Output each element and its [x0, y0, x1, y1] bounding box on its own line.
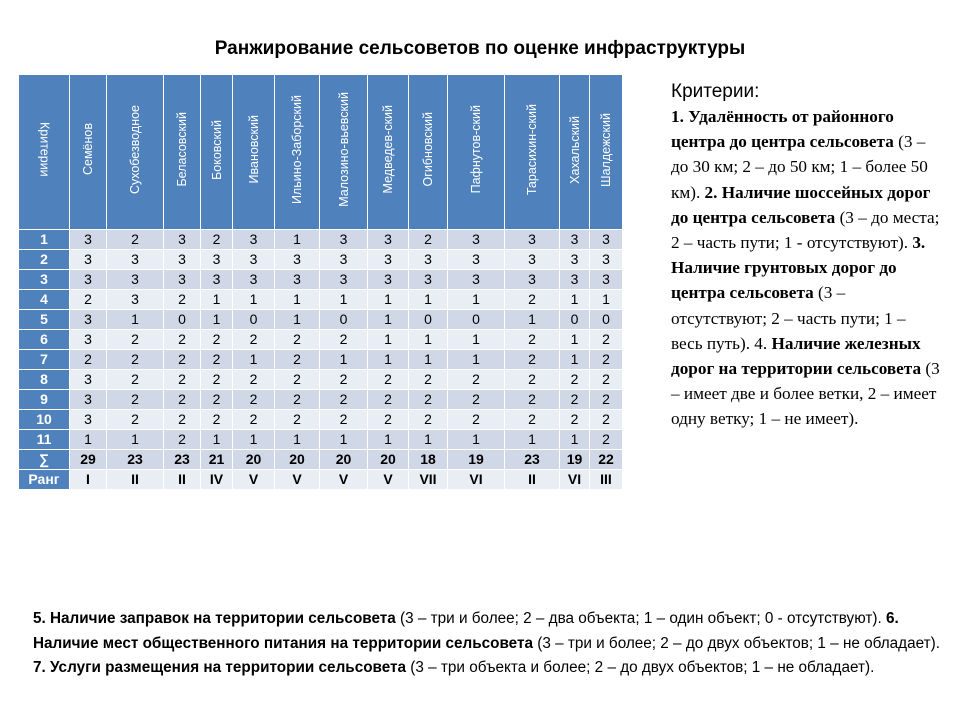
table-cell: 1 — [320, 430, 368, 450]
table-cell: 20 — [368, 450, 409, 470]
table-row — [19, 350, 623, 370]
column-header — [70, 75, 107, 230]
table-cell: 3 — [409, 270, 448, 290]
table-cell: 1 — [448, 330, 505, 350]
table-cell: 1 — [201, 290, 233, 310]
table-cell: 0 — [233, 310, 275, 330]
table-cell: 2 — [368, 370, 409, 390]
table-cell: 3 — [70, 250, 107, 270]
row-label: 10 — [19, 410, 70, 430]
table-row — [19, 370, 623, 390]
table-cell: 3 — [107, 270, 164, 290]
table-cell: VII — [409, 470, 448, 490]
table-cell: 2 — [107, 230, 164, 250]
table-cell: 2 — [107, 370, 164, 390]
column-header — [164, 75, 201, 230]
table-cell: 1 — [448, 290, 505, 310]
table-row — [19, 450, 623, 470]
table-cell: 3 — [275, 270, 320, 290]
column-header — [560, 75, 590, 230]
table-cell: 20 — [233, 450, 275, 470]
table-row — [19, 470, 623, 490]
table-cell: 23 — [164, 450, 201, 470]
row-label: ∑ — [19, 450, 70, 470]
table-cell: 3 — [107, 250, 164, 270]
table-cell: V — [275, 470, 320, 490]
table-cell: II — [505, 470, 560, 490]
column-header — [505, 75, 560, 230]
table-cell: 1 — [107, 430, 164, 450]
table-cell: 1 — [368, 350, 409, 370]
criterion-title: 3. Наличие грунтовых дорог до центра сельсовета — [671, 233, 926, 303]
table-cell: 1 — [560, 330, 590, 350]
table-cell: 2 — [590, 330, 623, 350]
table-cell: 3 — [448, 230, 505, 250]
table-cell: 2 — [275, 410, 320, 430]
table-cell: 3 — [320, 230, 368, 250]
table-cell: 23 — [107, 450, 164, 470]
table-cell: 1 — [368, 290, 409, 310]
table-cell: 3 — [560, 230, 590, 250]
column-header-label: Ивановский — [246, 115, 261, 184]
table-cell: 2 — [275, 370, 320, 390]
table-cell: I — [70, 470, 107, 490]
criterion-description: (3 – до места; 2 – часть пути; 1 - отсутствуют). — [671, 207, 940, 253]
table-cell: V — [368, 470, 409, 490]
ranking-table — [18, 74, 623, 490]
table-cell: 3 — [560, 250, 590, 270]
table-cell: 2 — [320, 370, 368, 390]
row-label: Ранг — [19, 470, 70, 490]
table-cell: 1 — [560, 350, 590, 370]
row-label: 5 — [19, 310, 70, 330]
column-header — [448, 75, 505, 230]
table-row — [19, 250, 623, 270]
table-cell: 29 — [70, 450, 107, 470]
table-cell: 2 — [107, 390, 164, 410]
criterion-description: (3 – три и более; 2 – два объекта; 1 – один объект; 0 - отсутствуют). — [395, 610, 886, 627]
table-cell: 2 — [164, 390, 201, 410]
table-cell: 22 — [590, 450, 623, 470]
table-row — [19, 270, 623, 290]
table-cell: 19 — [560, 450, 590, 470]
table-cell: 1 — [368, 310, 409, 330]
table-cell: 1 — [560, 290, 590, 310]
table-cell: 2 — [448, 410, 505, 430]
table-cell: 2 — [505, 290, 560, 310]
column-header — [233, 75, 275, 230]
table-cell: 2 — [164, 290, 201, 310]
table-cell: 2 — [590, 410, 623, 430]
table-cell: 2 — [70, 350, 107, 370]
table-cell: 2 — [201, 390, 233, 410]
table-header-row — [19, 75, 623, 230]
table-cell: V — [320, 470, 368, 490]
table-cell: 0 — [560, 310, 590, 330]
table-cell: 2 — [164, 330, 201, 350]
criteria-text — [671, 107, 940, 428]
table-cell: 3 — [368, 230, 409, 250]
criteria-column-header — [19, 75, 70, 230]
column-header-label: Тарасихин-ский — [525, 103, 539, 196]
table-cell: 1 — [505, 310, 560, 330]
table-cell: 3 — [70, 370, 107, 390]
table-cell: 2 — [505, 410, 560, 430]
column-header — [107, 75, 164, 230]
table-cell: 2 — [233, 330, 275, 350]
criteria-column-label: Критерии — [37, 122, 52, 177]
table-cell: 1 — [320, 350, 368, 370]
table-cell: 2 — [505, 350, 560, 370]
table-cell: IV — [201, 470, 233, 490]
table-cell: 0 — [409, 310, 448, 330]
table-cell: 3 — [201, 270, 233, 290]
table-cell: 2 — [560, 390, 590, 410]
row-label: 8 — [19, 370, 70, 390]
table-cell: 2 — [233, 390, 275, 410]
column-header-label: Семёнов — [81, 123, 95, 176]
table-cell: 3 — [70, 270, 107, 290]
column-header-label: Хахальский — [567, 115, 582, 184]
table-cell: 2 — [233, 410, 275, 430]
criterion-description: (3 – до 30 км; 2 – до 50 км; 1 – более 50 км). — [671, 132, 928, 202]
row-label: 4 — [19, 290, 70, 310]
table-cell: 1 — [590, 290, 623, 310]
table-cell: 2 — [164, 370, 201, 390]
table-row — [19, 410, 623, 430]
table-row — [19, 330, 623, 350]
table-cell: 2 — [409, 230, 448, 250]
criterion-title: 7. Услуги размещения на территории сельсовета — [33, 659, 407, 676]
row-label: 11 — [19, 430, 70, 450]
table-cell: V — [233, 470, 275, 490]
table-cell: 2 — [164, 410, 201, 430]
table-cell: 2 — [107, 410, 164, 430]
row-label: 1 — [19, 230, 70, 250]
column-header — [590, 75, 623, 230]
table-cell: 3 — [590, 230, 623, 250]
table-cell: 1 — [275, 290, 320, 310]
table-cell: 20 — [275, 450, 320, 470]
column-header-label: Шалдежский — [599, 112, 613, 187]
criterion-title: 6. Наличие мест общественного питания на территории сельсовета — [33, 610, 899, 652]
table-cell: 2 — [320, 390, 368, 410]
table-cell: 2 — [505, 330, 560, 350]
table-cell: 1 — [275, 230, 320, 250]
table-cell: 3 — [164, 230, 201, 250]
table-cell: 3 — [70, 330, 107, 350]
table-cell: 2 — [505, 390, 560, 410]
criterion-title: 5. Наличие заправок на территории сельсовета — [33, 610, 396, 627]
table-cell: 2 — [590, 430, 623, 450]
column-header-label: Боковский — [209, 119, 224, 180]
table-cell: 1 — [448, 430, 505, 450]
column-header — [368, 75, 409, 230]
table-cell: VI — [560, 470, 590, 490]
table-cell: 3 — [233, 250, 275, 270]
page-title: Ранжирование сельсоветов по оценке инфраструктуры — [214, 38, 746, 59]
table-cell: 2 — [164, 350, 201, 370]
table-cell: 3 — [560, 270, 590, 290]
table-cell: 2 — [107, 350, 164, 370]
table-cell: 2 — [409, 370, 448, 390]
table-cell: 2 — [448, 370, 505, 390]
table-cell: 3 — [70, 390, 107, 410]
table-cell: 2 — [448, 390, 505, 410]
table-cell: 2 — [201, 410, 233, 430]
table-cell: 3 — [164, 270, 201, 290]
row-label: 3 — [19, 270, 70, 290]
table-cell: 3 — [70, 230, 107, 250]
row-label: 6 — [19, 330, 70, 350]
table-row — [19, 390, 623, 410]
table-cell: 2 — [409, 390, 448, 410]
table-cell: VI — [448, 470, 505, 490]
table-cell: 0 — [320, 310, 368, 330]
table-cell: 0 — [590, 310, 623, 330]
table-cell: 1 — [275, 430, 320, 450]
column-header-label: Малозино-вьевский — [336, 92, 351, 207]
table-cell: 3 — [201, 250, 233, 270]
table-cell: 3 — [164, 250, 201, 270]
table-cell: III — [590, 470, 623, 490]
table-cell: II — [164, 470, 201, 490]
table-cell: 1 — [409, 350, 448, 370]
table-cell: 2 — [275, 390, 320, 410]
table-cell: 2 — [164, 430, 201, 450]
table-cell: 2 — [107, 330, 164, 350]
table-cell: 1 — [409, 330, 448, 350]
row-label: 9 — [19, 390, 70, 410]
table-cell: 3 — [233, 230, 275, 250]
table-cell: 3 — [368, 270, 409, 290]
column-header-label: Беласовский — [175, 112, 189, 187]
table-cell: 1 — [275, 310, 320, 330]
criterion-title: 2. Наличие шоссейных дорог до центра сельсовета — [671, 182, 931, 227]
row-label: 2 — [19, 250, 70, 270]
table-cell: 1 — [448, 350, 505, 370]
table-cell: 3 — [505, 230, 560, 250]
table-cell: 1 — [560, 430, 590, 450]
column-header — [320, 75, 368, 230]
table-cell: 1 — [107, 310, 164, 330]
table-cell: 3 — [275, 250, 320, 270]
table-cell: 3 — [70, 310, 107, 330]
table-cell: 3 — [409, 250, 448, 270]
table-cell: 2 — [590, 370, 623, 390]
table-cell: 2 — [590, 350, 623, 370]
column-header — [409, 75, 448, 230]
table-cell: 2 — [275, 330, 320, 350]
table-cell: 3 — [107, 290, 164, 310]
table-row — [19, 430, 623, 450]
table-cell: 3 — [368, 250, 409, 270]
column-header-label: Медведев-ский — [381, 105, 395, 194]
table-cell: 2 — [368, 410, 409, 430]
table-cell: 3 — [505, 250, 560, 270]
table-cell: 3 — [233, 270, 275, 290]
table-row — [19, 230, 623, 250]
table-cell: 1 — [201, 310, 233, 330]
table-cell: 3 — [505, 270, 560, 290]
table-row — [19, 310, 623, 330]
table-cell: 1 — [505, 430, 560, 450]
table-cell: 2 — [409, 410, 448, 430]
table-cell: 1 — [409, 430, 448, 450]
table-cell: 3 — [70, 410, 107, 430]
table-cell: 3 — [590, 250, 623, 270]
table-cell: 19 — [448, 450, 505, 470]
table-cell: 1 — [409, 290, 448, 310]
table-cell: 3 — [448, 250, 505, 270]
table-cell: 2 — [560, 410, 590, 430]
table-cell: 1 — [233, 430, 275, 450]
column-header — [275, 75, 320, 230]
table-cell: II — [107, 470, 164, 490]
table-cell: 2 — [560, 370, 590, 390]
table-cell: 20 — [320, 450, 368, 470]
table-cell: 1 — [368, 330, 409, 350]
table-cell: 2 — [275, 350, 320, 370]
table-cell: 3 — [320, 250, 368, 270]
table-cell: 18 — [409, 450, 448, 470]
criteria-panel — [671, 80, 941, 432]
table-cell: 1 — [201, 430, 233, 450]
criterion-description: (3 – три и более; 2 – до двух объектов; 1 – не обладает). — [532, 634, 940, 652]
column-header-label: Ильино-Заборский — [290, 94, 304, 205]
table-cell: 1 — [320, 290, 368, 310]
criteria-header: Критерии: — [671, 81, 760, 102]
table-cell: 2 — [320, 330, 368, 350]
table-cell: 1 — [368, 430, 409, 450]
column-header-label: Огибновский — [421, 112, 435, 187]
table-cell: 2 — [320, 410, 368, 430]
criterion-title: Наличие железных дорог на территории сельсовета — [671, 333, 922, 379]
table-cell: 1 — [70, 430, 107, 450]
criterion-description: (3 – три объекта и более; 2 – до двух объектов; 1 – не обладает). — [406, 659, 875, 676]
table-cell: 2 — [201, 330, 233, 350]
table-cell: 3 — [320, 270, 368, 290]
column-header — [201, 75, 233, 230]
table-cell: 21 — [201, 450, 233, 470]
table-cell: 1 — [233, 290, 275, 310]
table-cell: 2 — [233, 370, 275, 390]
table-cell: 2 — [505, 370, 560, 390]
criterion-title: 1. Удалённость от районного центра до центра сельсовета — [671, 107, 894, 152]
table-cell: 23 — [505, 450, 560, 470]
table-cell: 0 — [164, 310, 201, 330]
table-cell: 2 — [201, 230, 233, 250]
table-cell: 2 — [70, 290, 107, 310]
criterion-description: (3 – отсутствуют; 2 – часть пути; 1 – весь путь). 4. — [671, 283, 906, 353]
table-row — [19, 290, 623, 310]
column-header-label: Пафнутов-ский — [469, 105, 483, 194]
bottom-criteria-text — [33, 607, 953, 681]
table-cell: 1 — [233, 350, 275, 370]
table-cell: 2 — [201, 370, 233, 390]
table-cell: 2 — [201, 350, 233, 370]
table-cell: 3 — [448, 270, 505, 290]
column-header-label: Сухобезводное — [128, 104, 142, 195]
criterion-description: (3 – имеет две и более ветки, 2 – имеет одну ветку; 1 – не имеет). — [671, 359, 940, 429]
table-cell: 0 — [448, 310, 505, 330]
table-cell: 2 — [368, 390, 409, 410]
table-cell: 3 — [590, 270, 623, 290]
table-cell: 2 — [590, 390, 623, 410]
row-label: 7 — [19, 350, 70, 370]
